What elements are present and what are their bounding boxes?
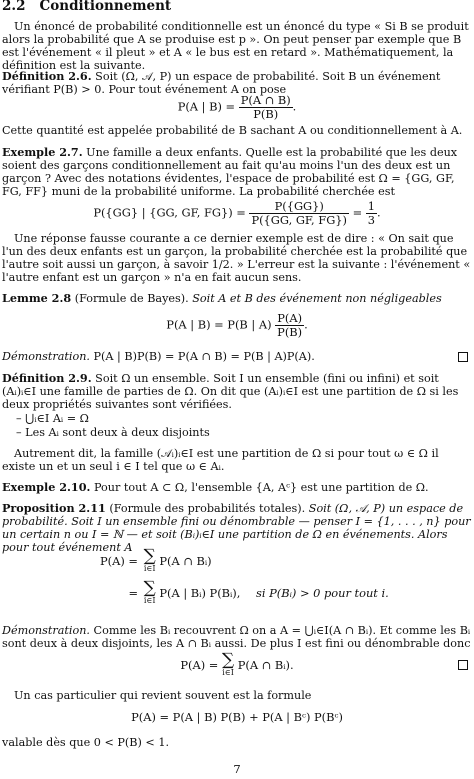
example-after: Une réponse fausse courante a ce dernier exemple est de dire : « On sait que l'un des deux enfants est un garçon, la probabilité cherchée est la probabilité que l'autre soit aussi un garçon, à savoir 1/2. » L'erreur est la suivante : l'événement « l'autre enfant est un garçon » n'a en fait aucun sens. xyxy=(2,232,471,284)
lemma-paren: (Formule de Bayes). xyxy=(74,292,189,305)
equals: = xyxy=(352,205,363,220)
sum-sign: ∑ xyxy=(221,650,235,670)
definition-label: Définition 2.6. xyxy=(2,69,92,83)
definition-text: Soit Ω un ensemble. Soit I un ensemble (fini ou infini) et soit (Aᵢ)ᵢ∈I une famille de parties de Ω. On dit que (Aᵢ)ᵢ∈I est une partition de Ω si les deux propriétés suivantes sont vérifiées. xyxy=(2,372,459,411)
eq1-right: P(A ∩ Bᵢ) xyxy=(159,554,212,568)
sum-index: i∈I xyxy=(143,564,156,573)
sum-symbol xyxy=(222,652,234,678)
section-title: Conditionnement xyxy=(39,0,172,14)
sum-sign: ∑ xyxy=(143,578,156,598)
fraction-result xyxy=(366,200,377,227)
proposition-2-11 xyxy=(2,502,472,554)
denominator: P({GG, GF, FG}) xyxy=(251,213,347,227)
denominator: P(B) xyxy=(253,107,279,121)
sum-symbol xyxy=(144,548,156,574)
lemma-text: Soit A et B des événement non négligeables xyxy=(192,292,442,305)
example-label: Exemple 2.7. xyxy=(2,145,83,159)
sum-index: i∈I xyxy=(222,668,234,677)
demonstration-label: Démonstration. xyxy=(2,350,90,363)
eq-left: P(A | B) = P(B | A) xyxy=(166,317,272,332)
qed-box xyxy=(458,660,468,670)
example-text: Une famille a deux enfants. Quelle est la probabilité que les deux soient des garçons conditionnellement au fait qu'au moins l'un des deux est un garçon ? Avec des notations évidentes, l'espace de probabilité est Ω = {GG, GF, FG, FF} muni de la probabilité uniforme. La probabilité cherchée est xyxy=(2,146,458,198)
qed-box xyxy=(458,352,468,362)
proposition-paren: (Formule des probabilités totales). xyxy=(109,502,306,515)
proposition-text: Soit (Ω, 𝒜, P) un espace de probabilité. Soit I un ensemble fini ou dénombrable — penser I = {1, . . . , n} pour un certain n ou I = ℕ — et soit (Bᵢ)ᵢ∈I une partition de Ω en événements. Alors pour tout événement A xyxy=(2,502,471,554)
section-number: 2.2 xyxy=(2,0,26,14)
fraction xyxy=(239,94,293,121)
demonstration-text: P(A | B)P(B) = P(A ∩ B) = P(B | A)P(A). xyxy=(93,350,315,363)
partition-property-2: – Les Aᵢ sont deux à deux disjoints xyxy=(16,426,210,439)
denominator: 3 xyxy=(367,213,376,227)
sum-symbol xyxy=(144,580,156,606)
lemma-2-8 xyxy=(2,292,472,305)
numerator: P(A ∩ B) xyxy=(240,93,291,107)
total-probability-formula xyxy=(100,548,470,610)
proposition-label: Proposition 2.11 xyxy=(2,501,106,515)
bayes-formula xyxy=(0,312,474,339)
eq1-left: P(A) = xyxy=(100,554,138,568)
example-label: Exemple 2.10. xyxy=(2,480,91,494)
numerator: P(A) xyxy=(275,312,304,326)
example-text: Pour tout A ⊂ Ω, l'ensemble {A, Aᶜ} est une partition de Ω. xyxy=(93,481,429,494)
demonstration-2 xyxy=(2,624,472,650)
definition-label: Définition 2.9. xyxy=(2,371,92,385)
closing-after: valable dès que 0 < P(B) < 1. xyxy=(2,736,170,749)
demonstration-text: Comme les Bᵢ recouvrent Ω on a A = ⋃ᵢ∈I(A ∩ Bᵢ). Et comme les Bᵢ sont deux à deux disjoints, les A ∩ Bᵢ aussi. De plus I est fini ou dénombrable donc xyxy=(2,624,471,650)
eq2-left: = xyxy=(128,586,138,600)
intro-paragraph: Un énoncé de probabilité conditionnelle est un énoncé du type « Si B se produit alors la probabilité que A se produise est p ». On peut penser par exemple que B est l'événement « il pleut » et A « le bus est en retard ». Mathématiquement, la définition est la suivante. xyxy=(2,20,469,72)
lemma-label: Lemme 2.8 xyxy=(2,291,72,305)
eq-left: P(A | B) = xyxy=(177,99,236,114)
eq-right: P(A ∩ Bᵢ). xyxy=(237,658,294,672)
definition-2-9 xyxy=(2,372,472,411)
page-number: 7 xyxy=(233,762,241,776)
definition-after: Cette quantité est appelée probabilité de B sachant A ou conditionnellement à A. xyxy=(2,124,463,137)
example-2-10 xyxy=(2,481,472,494)
definition-after: Autrement dit, la famille (𝒜ᵢ)ᵢ∈I est une partition de Ω si pour tout ω ∈ Ω il existe un et un seul i ∈ I tel que ω ∈ Aᵢ. xyxy=(2,447,439,473)
fraction xyxy=(275,312,304,339)
eq2-condition: si P(Bᵢ) > 0 pour tout i. xyxy=(256,586,389,600)
numerator: P({GG}) xyxy=(249,200,349,214)
section-heading xyxy=(2,0,472,13)
demonstration-formula xyxy=(0,652,474,678)
eq-left: P(A) = xyxy=(180,658,219,672)
closing-formula: P(A) = P(A | B) P(B) + P(A | Bᶜ) P(Bᶜ) xyxy=(131,710,343,724)
numerator: 1 xyxy=(367,199,376,213)
sum-index: i∈I xyxy=(143,596,156,605)
eq-left: P({GG} | {GG, GF, FG}) = xyxy=(93,205,246,220)
fraction xyxy=(249,200,349,227)
example-2-7 xyxy=(2,146,472,198)
definition-2-6 xyxy=(2,70,472,96)
eq-end: . xyxy=(292,99,297,114)
sum-sign: ∑ xyxy=(143,546,156,566)
eq2-right: P(A | Bᵢ) P(Bᵢ), xyxy=(159,586,241,600)
conditional-probability-formula xyxy=(0,94,474,121)
example-formula xyxy=(0,200,474,227)
eq-end: . xyxy=(304,317,308,332)
demonstration-label: Démonstration. xyxy=(2,624,90,637)
closing-text: Un cas particulier qui revient souvent est la formule xyxy=(14,689,312,702)
eq-end: . xyxy=(377,205,381,220)
denominator: P(B) xyxy=(277,325,303,339)
definition-text: Soit (Ω, 𝒜, P) un espace de probabilité. Soit B un événement vérifiant P(B) > 0. Pour tout événement A on pose xyxy=(2,70,441,96)
partition-property-1: – ⋃ᵢ∈I Aᵢ = Ω xyxy=(16,412,89,425)
demonstration-1 xyxy=(2,350,472,363)
